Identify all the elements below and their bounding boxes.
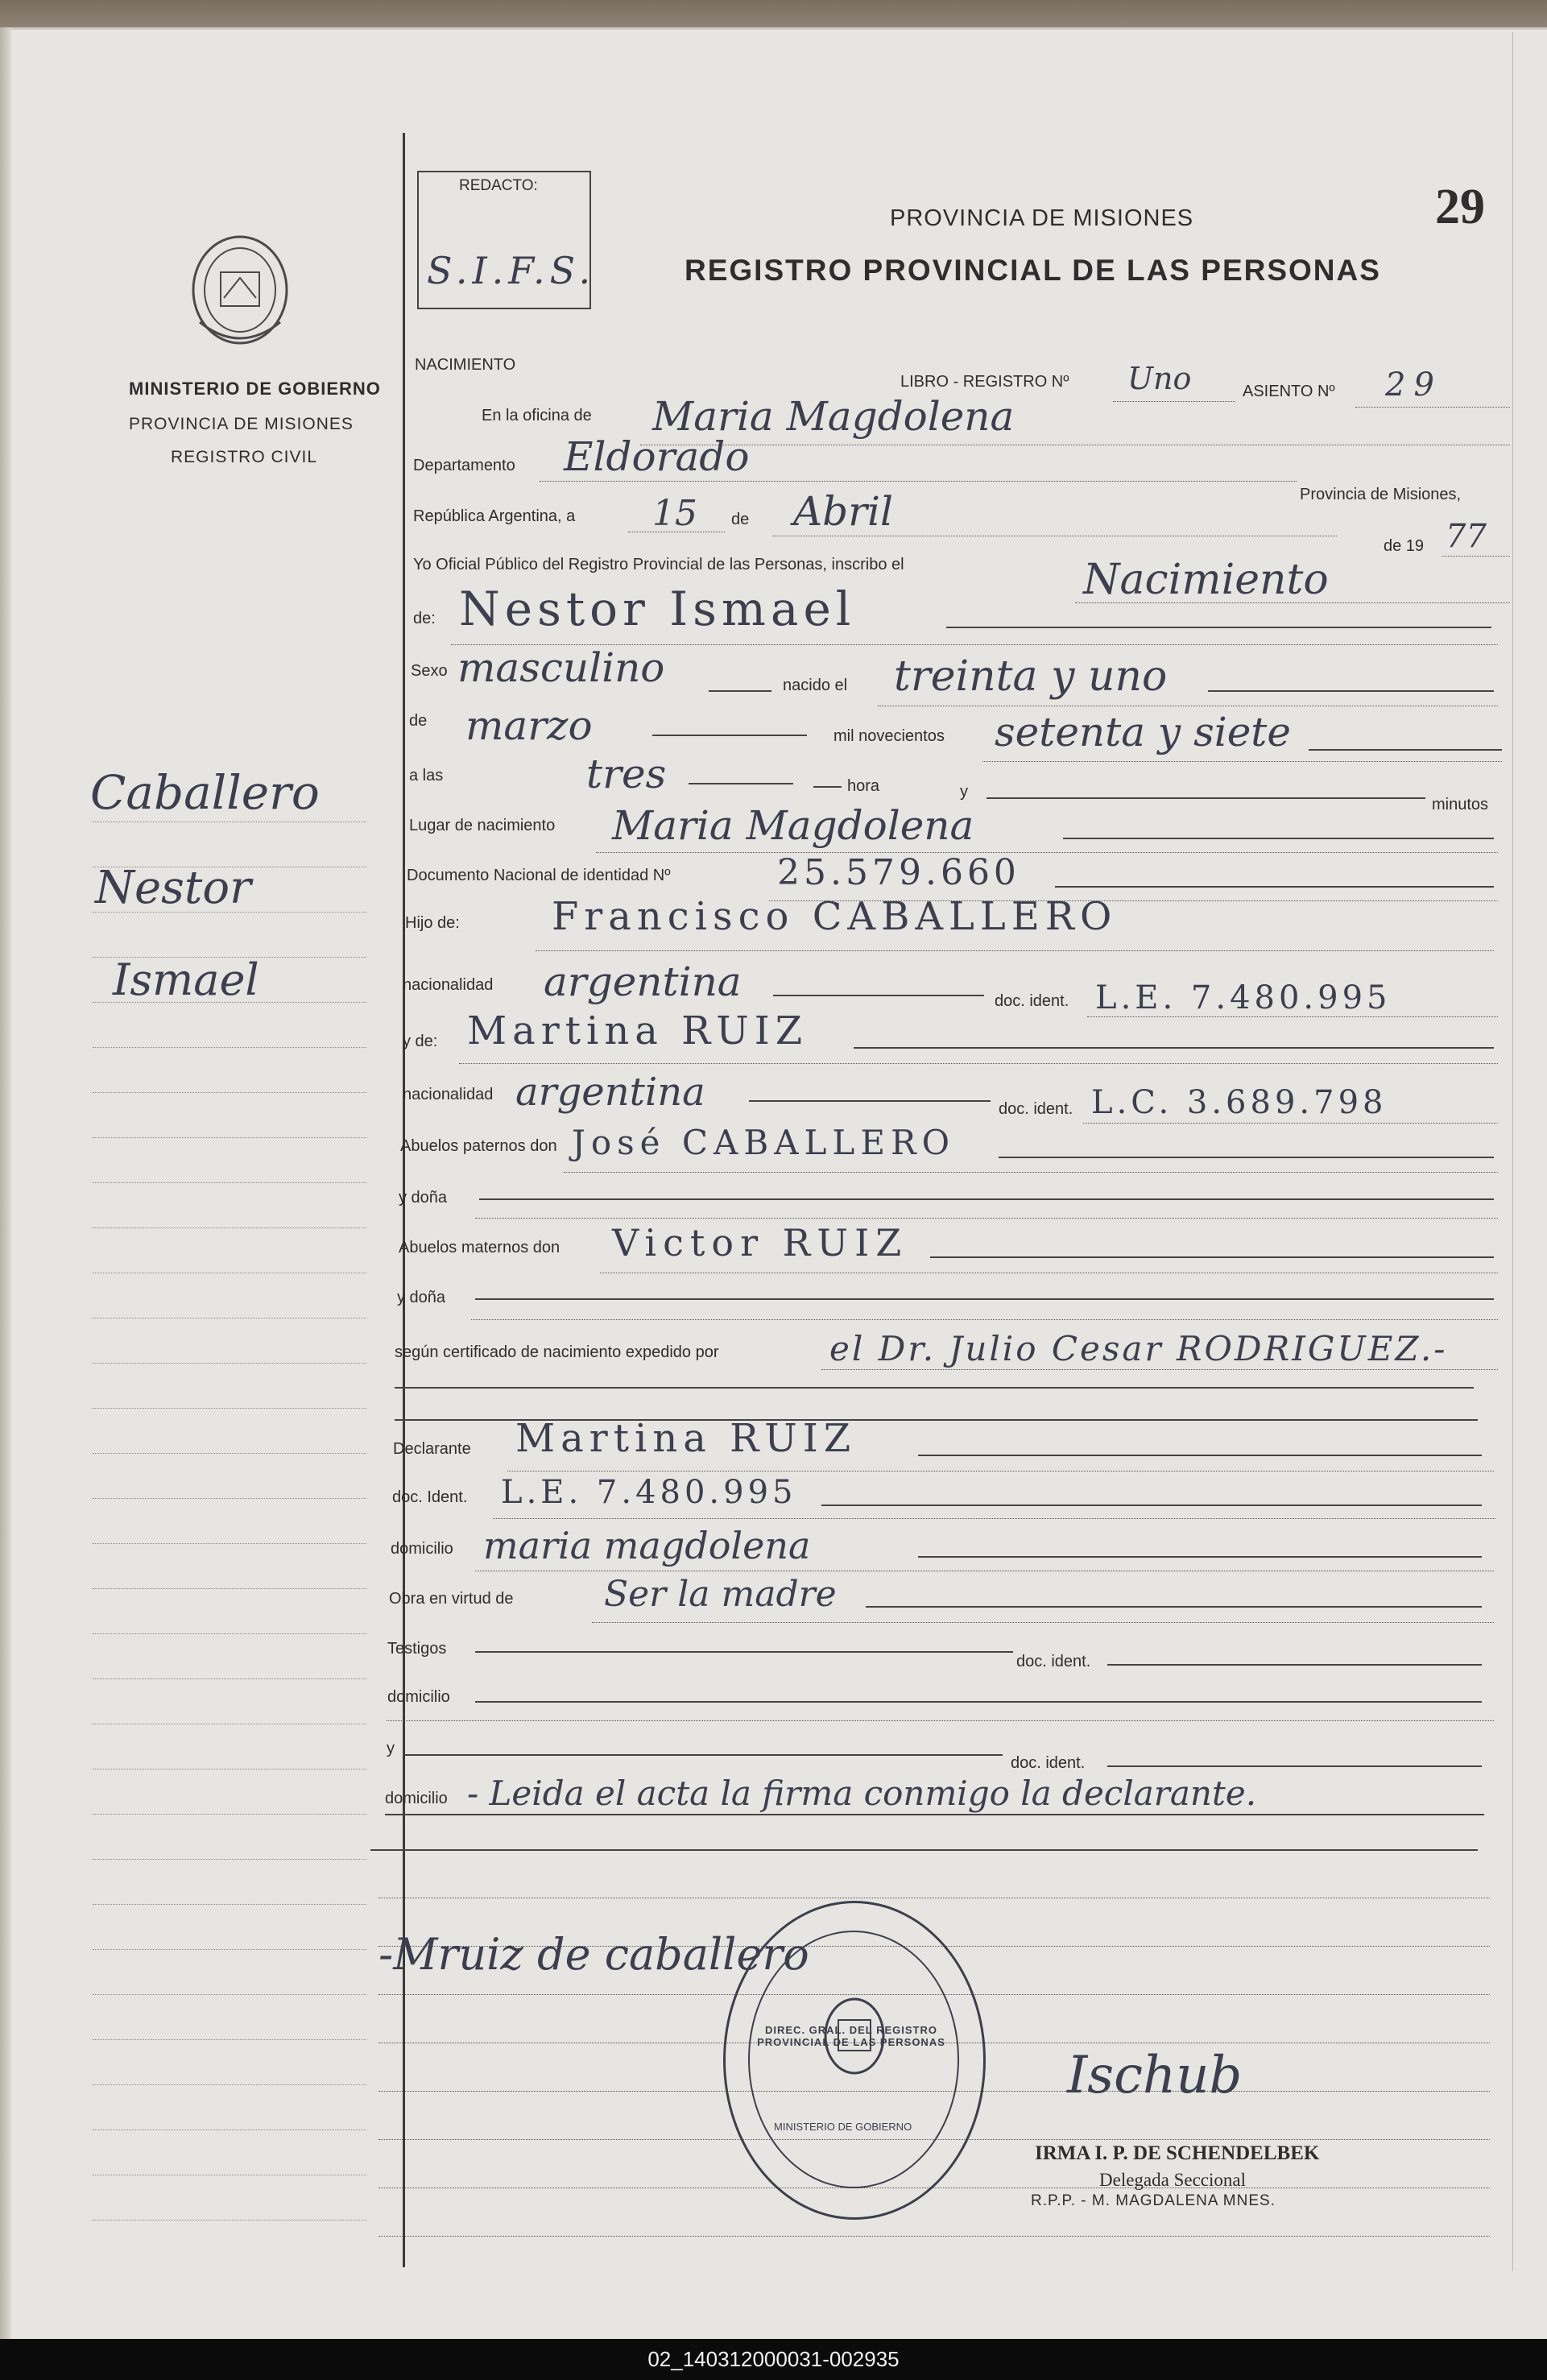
decl-doc-label: doc. Ident. bbox=[392, 1488, 468, 1506]
declarante-name: Martina RUIZ bbox=[515, 1416, 857, 1461]
margin-first-name: Nestor bbox=[95, 862, 251, 914]
declarante-label: Declarante bbox=[393, 1440, 471, 1458]
oficina-label: En la oficina de bbox=[482, 407, 592, 424]
decl-dom-label: domicilio bbox=[391, 1540, 453, 1558]
father-nat-label: nacionalidad bbox=[403, 976, 494, 994]
mother-y-de-label: y de: bbox=[403, 1033, 438, 1050]
coat-of-arms-emblem bbox=[184, 234, 296, 354]
abuelos-pat-label: Abuelos paternos don bbox=[400, 1137, 557, 1155]
official-role: Delegada Seccional bbox=[1099, 2170, 1246, 2190]
provincia-label: Provincia de Misiones, bbox=[1300, 486, 1462, 503]
redacto-box bbox=[417, 171, 596, 309]
margin-surname: Caballero bbox=[90, 765, 320, 820]
page-number: 29 bbox=[1435, 180, 1485, 234]
abuelo-paterno: José CABALLERO bbox=[572, 1123, 956, 1162]
testigo2-doc-label: doc. ident. bbox=[1011, 1754, 1086, 1772]
official-seal bbox=[723, 1901, 986, 2220]
obra-value: Ser la madre bbox=[604, 1574, 837, 1615]
official-office: R.P.P. - M. MAGDALENA MNES. bbox=[1031, 2192, 1276, 2209]
abuelo-materno: Victor RUIZ bbox=[612, 1221, 908, 1265]
seal-emblem-icon bbox=[818, 1992, 891, 2080]
y-label: y bbox=[960, 783, 968, 801]
hora-label: hora bbox=[847, 777, 880, 795]
seal-inner-text: MINISTERIO DE GOBIERNO bbox=[774, 2121, 912, 2133]
ministry-name: MINISTERIO DE GOBIERNO bbox=[129, 379, 381, 399]
nacido-value: treinta y uno bbox=[894, 652, 1168, 701]
certificado-value: el Dr. Julio Cesar RODRIGUEZ.- bbox=[829, 1329, 1448, 1368]
father-nationality: argentina bbox=[544, 958, 742, 1005]
abuela-mat-label: y doña bbox=[397, 1289, 446, 1306]
birth-de-label: de bbox=[409, 712, 428, 730]
mil-value: setenta y siete bbox=[995, 709, 1291, 755]
libro-value: Uno bbox=[1127, 361, 1192, 396]
file-id-footer: 02_140312000031-002935 bbox=[0, 2339, 1547, 2380]
testigos-doc-label: doc. ident. bbox=[1016, 1653, 1091, 1670]
official-name: IRMA I. P. DE SCHENDELBEK bbox=[1035, 2142, 1320, 2164]
oficial-label: Yo Oficial Público del Registro Provincial de las Personas, inscribo el bbox=[413, 556, 904, 573]
nacido-label: nacido el bbox=[783, 677, 848, 694]
mother-nat-label: nacionalidad bbox=[403, 1086, 494, 1103]
year-label: de 19 bbox=[1384, 537, 1425, 555]
minutos-label: minutos bbox=[1432, 796, 1489, 813]
declarant-signature: -Mruiz de caballero bbox=[378, 1929, 809, 1980]
declarante-doc: L.E. 7.480.995 bbox=[501, 1474, 797, 1511]
father-doc-label: doc. ident. bbox=[995, 992, 1069, 1010]
testigos-label: Testigos bbox=[387, 1640, 447, 1658]
mother-doc: L.C. 3.689.798 bbox=[1091, 1084, 1388, 1121]
abuela-pat-label: y doña bbox=[399, 1189, 448, 1207]
year-value: 77 bbox=[1446, 518, 1487, 555]
registry-title: REGISTRO PROVINCIAL DE LAS PERSONAS bbox=[685, 254, 1381, 287]
redacto-value: S.I.F.S. bbox=[427, 249, 596, 292]
day-value: 15 bbox=[652, 493, 697, 534]
page-right-rule bbox=[1512, 32, 1513, 2271]
hora-value: tres bbox=[586, 751, 667, 797]
departamento-label: Departamento bbox=[413, 457, 515, 474]
oficina-value: Maria Magdolena bbox=[652, 393, 1015, 440]
birth-month: marzo bbox=[465, 702, 593, 749]
dni-label: Documento Nacional de identidad Nº bbox=[407, 867, 671, 884]
month-value: Abril bbox=[793, 488, 893, 535]
asiento-label: ASIENTO Nº bbox=[1243, 383, 1335, 400]
lugar-value: Maria Magdolena bbox=[612, 802, 974, 849]
oficial-value: Nacimiento bbox=[1083, 556, 1329, 604]
departamento-value: Eldorado bbox=[564, 433, 750, 480]
a-las-label: a las bbox=[409, 767, 444, 784]
mother-doc-label: doc. ident. bbox=[999, 1100, 1073, 1118]
testigos-y-label: y bbox=[387, 1740, 395, 1757]
hijo-label: Hijo de: bbox=[405, 914, 460, 932]
sexo-label: Sexo bbox=[411, 662, 448, 680]
leida-note: - Leida el acta la firma conmigo la declarante. bbox=[467, 1774, 1257, 1813]
father-doc: L.E. 7.480.995 bbox=[1095, 979, 1392, 1016]
ministry-province: PROVINCIA DE MISIONES bbox=[129, 415, 354, 433]
libro-label: LIBRO - REGISTRO Nº bbox=[900, 373, 1069, 391]
sexo-value: masculino bbox=[457, 644, 665, 691]
testigo2-dom-label: domicilio bbox=[385, 1790, 448, 1807]
abuelos-mat-label: Abuelos maternos don bbox=[399, 1239, 560, 1256]
asiento-value: 29 bbox=[1385, 366, 1442, 404]
official-signature: Ischub bbox=[1067, 2046, 1243, 2105]
father-name: Francisco CABALLERO bbox=[552, 894, 1118, 939]
certificado-label: según certificado de nacimiento expedido por bbox=[395, 1343, 719, 1361]
person-name: Nestor Ismael bbox=[459, 582, 856, 636]
lugar-label: Lugar de nacimiento bbox=[409, 817, 556, 834]
margin-middle-name: Ismael bbox=[113, 954, 259, 1005]
province-header: PROVINCIA DE MISIONES bbox=[890, 205, 1194, 231]
seal-text: DIREC. GRAL. DEL REGISTRO PROVINCIAL DE LAS PERSONAS bbox=[757, 2024, 945, 2048]
testigos-dom-label: domicilio bbox=[387, 1688, 450, 1706]
mother-name: Martina RUIZ bbox=[467, 1008, 809, 1053]
declarante-domicilio: maria magdolena bbox=[483, 1524, 811, 1567]
section-label: NACIMIENTO bbox=[415, 356, 516, 374]
dni-value: 25.579.660 bbox=[777, 852, 1020, 893]
date-de-label: de bbox=[731, 511, 750, 528]
obra-label: Obra en virtud de bbox=[389, 1590, 514, 1608]
book-spine bbox=[0, 27, 11, 2339]
name-de-label: de: bbox=[413, 610, 436, 627]
ministry-registry: REGISTRO CIVIL bbox=[171, 448, 318, 466]
republica-label: República Argentina, a bbox=[413, 507, 576, 525]
mil-label: mil novecientos bbox=[833, 727, 945, 745]
redacto-label: REDACTO: bbox=[459, 177, 538, 194]
mother-nationality: argentina bbox=[515, 1070, 705, 1115]
